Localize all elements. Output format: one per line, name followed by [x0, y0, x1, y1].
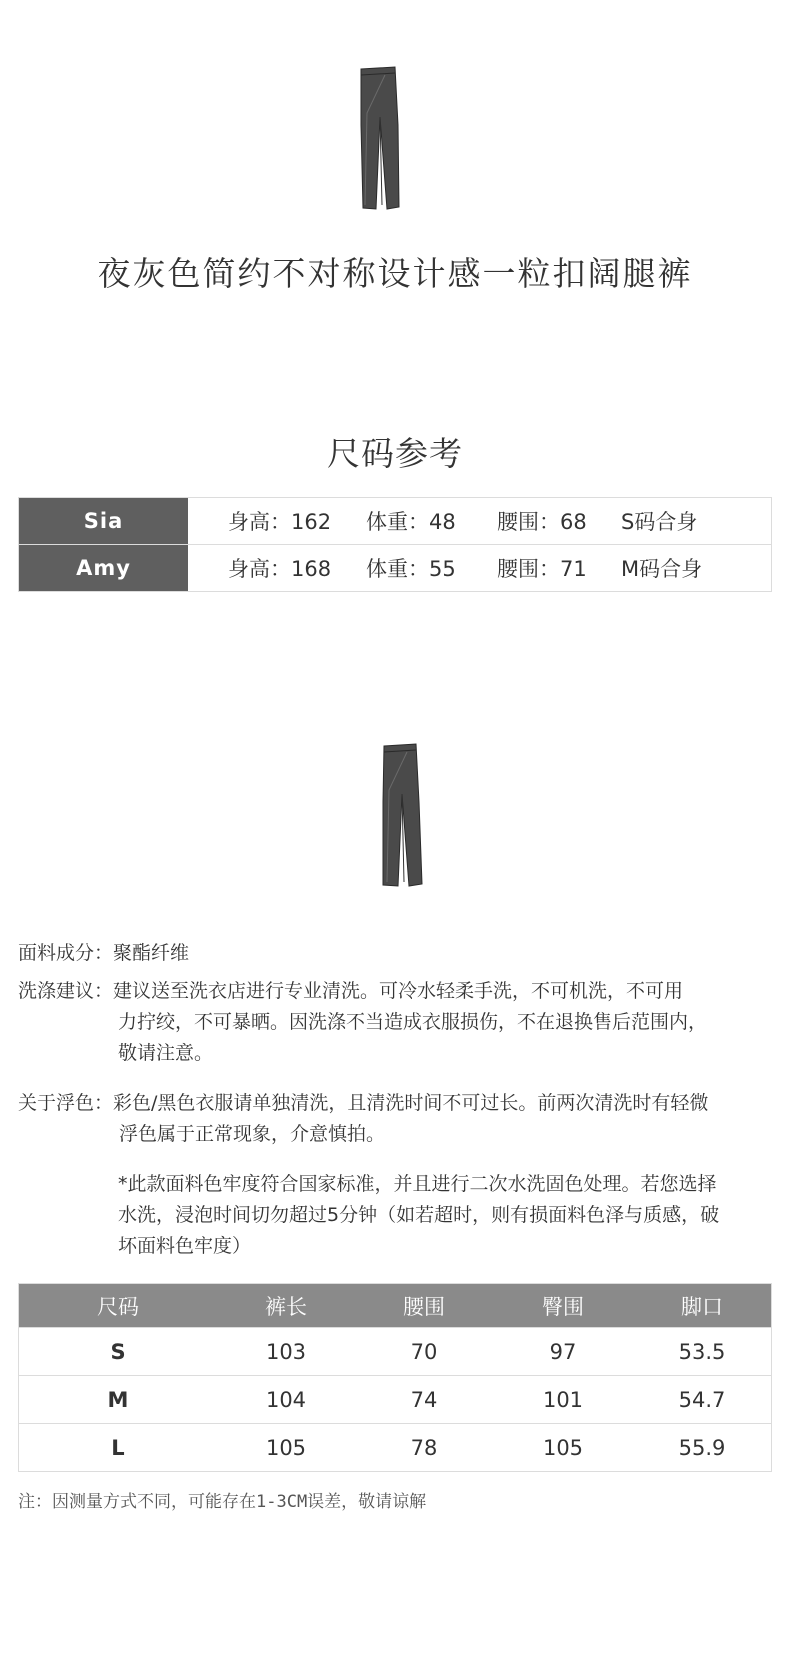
- table-row: [19, 1423, 771, 1471]
- model-weight: 体重：48: [366, 510, 456, 534]
- cell-waist: 74: [410, 1387, 438, 1412]
- model-waist: 腰围：71: [497, 557, 587, 581]
- colorfastness-line: 坏面料色牢度）: [118, 1235, 252, 1257]
- cell-size: L: [111, 1435, 125, 1460]
- cell-size: S: [110, 1339, 126, 1364]
- pants-image-top: [355, 65, 405, 215]
- model-height: 身高：162: [228, 510, 332, 534]
- product-title: 夜灰色简约不对称设计感一粒扣阔腿裤: [97, 254, 693, 293]
- fabric-label: 面料成分：: [18, 942, 114, 964]
- washing-line: 建议送至洗衣店进行专业清洗。可冷水轻柔手洗，不可机洗，不可用: [113, 980, 684, 1002]
- color-fading-info: [18, 1088, 778, 1150]
- color-fading-label: 关于浮色：: [18, 1092, 114, 1114]
- pants-image-detail: [378, 742, 426, 892]
- cell-hem: 53.5: [678, 1339, 726, 1364]
- cell-size: M: [107, 1387, 129, 1412]
- header-hem: 脚口: [681, 1294, 723, 1319]
- colorfastness-line: *此款面料色牢度符合国家标准，并且进行二次水洗固色处理。若您选择: [118, 1173, 717, 1195]
- cell-hip: 105: [542, 1435, 584, 1460]
- model-row: [19, 545, 771, 591]
- model-fit: S码合身: [621, 510, 698, 534]
- header-size: 尺码: [97, 1294, 139, 1319]
- color-fading-line: 彩色/黑色衣服请单独清洗，且清洗时间不可过长。前两次清洗时有轻微: [113, 1092, 709, 1114]
- color-fading-line: 浮色属于正常现象，介意慎拍。: [119, 1123, 386, 1145]
- cell-waist: 70: [410, 1339, 438, 1364]
- model-info: [188, 545, 771, 591]
- table-row: [19, 1327, 771, 1375]
- table-row: [19, 1375, 771, 1423]
- washing-line: 力拧绞，不可暴晒。因洗涤不当造成衣服损伤，不在退换售后范围内，: [118, 1011, 708, 1033]
- model-waist: 腰围：68: [497, 510, 587, 534]
- header-waist: 腰围: [403, 1294, 445, 1319]
- model-name: Amy: [19, 545, 188, 591]
- cell-length: 105: [265, 1435, 307, 1460]
- cell-length: 103: [265, 1339, 307, 1364]
- fabric-composition: [18, 938, 778, 969]
- cell-hip: 97: [549, 1339, 577, 1364]
- header-hip: 臀围: [542, 1294, 584, 1319]
- model-name: Sia: [19, 498, 188, 544]
- washing-line: 敬请注意。: [118, 1042, 214, 1064]
- size-chart-header: [19, 1284, 771, 1327]
- model-weight: 体重：55: [366, 557, 456, 581]
- fabric-value: 聚酯纤维: [113, 942, 190, 964]
- model-info: [188, 498, 771, 544]
- cell-hip: 101: [542, 1387, 584, 1412]
- model-fit: M码合身: [621, 557, 703, 581]
- washing-advice: [18, 976, 778, 1069]
- size-reference-title: 尺码参考: [327, 434, 463, 473]
- header-length: 裤长: [265, 1294, 307, 1319]
- colorfastness-line: 水洗，浸泡时间切勿超过5分钟（如若超时，则有损面料色泽与质感，破: [118, 1204, 720, 1226]
- washing-label: 洗涤建议：: [18, 980, 114, 1002]
- model-row: [19, 498, 771, 545]
- cell-hem: 55.9: [678, 1435, 726, 1460]
- model-size-table: [18, 497, 772, 592]
- model-height: 身高：168: [228, 557, 332, 581]
- cell-hem: 54.7: [678, 1387, 726, 1412]
- cell-waist: 78: [410, 1435, 438, 1460]
- cell-length: 104: [265, 1387, 307, 1412]
- colorfastness-note: [118, 1169, 778, 1262]
- size-chart-table: [18, 1283, 772, 1472]
- measurement-footnote: 注：因测量方式不同，可能存在1-3CM误差，敬请谅解: [18, 1492, 427, 1512]
